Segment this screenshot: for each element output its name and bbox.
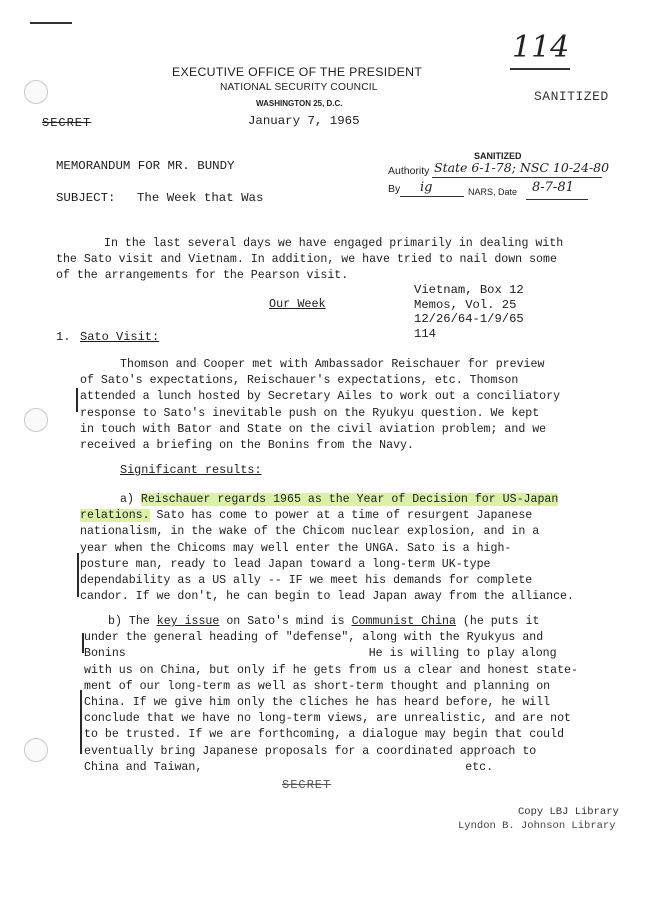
by-line <box>400 196 464 197</box>
item-a-text: Sato has come to power at a time of resurgent Japanese <box>156 509 533 523</box>
letterhead-city: WASHINGTON 25, D.C. <box>256 99 343 108</box>
classification-top: SECRET <box>42 116 92 130</box>
item-b-line: conclude that we have no long-term views, are unrealistic, and are not <box>84 712 572 726</box>
intro-line: In the last several days we have engaged primarily in dealing with <box>104 237 564 250</box>
auth-stamp-title: SANITIZED <box>474 151 522 161</box>
item-b-line: to be trusted. If we are forthcoming, a dialogue may begin that could <box>84 728 565 742</box>
item-b-label: b) <box>108 615 122 628</box>
source-line: 114 <box>414 326 436 341</box>
item-b-text: Bonins <box>84 647 126 661</box>
punch-hole-middle <box>24 408 48 432</box>
item-a-line: posture man, ready to lead Japan toward a long-term UK-type <box>80 557 491 571</box>
item-b-text: (he puts it <box>462 615 540 628</box>
item-b-line: China. If we give him only the cliches he has heard before, he will <box>84 696 551 710</box>
item-b-text: He is willing to play along <box>368 647 557 661</box>
page-number: 114 <box>512 30 570 65</box>
sanitized-stamp: SANITIZED <box>534 89 609 104</box>
sato-line: in touch with Bator and State on the civil aviation problem; and we <box>80 422 547 436</box>
item-b-text: on Sato's mind is <box>226 615 345 628</box>
our-week-heading: Our Week <box>269 297 326 311</box>
significant-results-heading: Significant results: <box>120 463 262 477</box>
intro-paragraph <box>56 236 563 285</box>
punch-hole-bottom <box>24 738 48 762</box>
item-a-line: year when the Chicoms may well enter the UNGA. Sato is a high- <box>80 541 512 555</box>
nars-date-label: NARS, Date <box>468 187 518 197</box>
top-dash-mark <box>30 22 72 24</box>
highlighted-text: Reischauer regards 1965 as the Year of Decision for US-Japan <box>140 493 559 506</box>
subject-label: SUBJECT: <box>56 191 116 205</box>
item-b-paragraph <box>84 614 578 776</box>
item-a-line: candor. If we don't, he can begin to lead Japan away from the alliance. <box>80 590 574 604</box>
item-b-text: etc. <box>465 760 494 774</box>
item-b-line <box>84 614 578 630</box>
margin-bar <box>80 690 82 754</box>
item-a-line <box>80 508 574 524</box>
item-a-label: a) <box>120 493 134 506</box>
item-b-line: under the general heading of "defense", along with the Ryukyus and <box>84 631 544 645</box>
sato-paragraph <box>80 357 560 454</box>
punch-hole-top <box>24 80 48 104</box>
margin-bar <box>76 388 78 412</box>
source-line: 12/26/64-1/9/65 <box>414 312 524 326</box>
item-b-line: ment of our long-term as well as short-term thought and planning on <box>84 679 551 693</box>
nars-date-line <box>526 199 588 200</box>
sato-line: Thomson and Cooper met with Ambassador Reischauer for preview <box>120 358 545 371</box>
intro-line: of the arrangements for the Pearson visit. <box>56 269 349 283</box>
nars-date-value: 8-7-81 <box>532 180 574 195</box>
sato-line: attended a lunch hosted by Secretary Ailes to work out a conciliatory <box>80 390 561 404</box>
letterhead-office: EXECUTIVE OFFICE OF THE PRESIDENT <box>172 65 423 79</box>
authority-line <box>432 177 602 178</box>
memo-date: January 7, 1965 <box>248 114 360 128</box>
item-a-line: nationalism, in the wake of the Chicom nuclear explosion, and in a <box>80 525 540 539</box>
communist-china: Communist China <box>351 615 456 628</box>
authority-value: State 6-1-78; NSC 10-24-80 <box>434 160 610 175</box>
item-b-text: China and Taiwan, <box>84 760 203 774</box>
sato-line: response to Sato's inevitable push on the Ryukyu question. We kept <box>80 406 540 420</box>
source-stamp <box>414 283 524 341</box>
source-line: Vietnam, Box 12 <box>414 283 524 297</box>
footer-copy: Copy LBJ Library <box>518 806 619 818</box>
item-b-line: eventually bring Japanese proposals for a coordinated approach to <box>84 744 537 758</box>
sato-line: of Sato's expectations, Reischauer's expectations, etc. Thomson <box>80 374 519 388</box>
item-a-paragraph <box>80 492 574 605</box>
section-title: Sato Visit: <box>80 330 160 344</box>
item-b-text: The <box>128 615 150 628</box>
footer-library: Lyndon B. Johnson Library <box>458 820 616 832</box>
item-b-line <box>84 646 578 662</box>
source-line: Memos, Vol. 25 <box>414 297 517 312</box>
page-number-underline <box>510 68 570 70</box>
item-a-line <box>80 492 574 508</box>
item-b-line <box>84 760 578 776</box>
by-value: ig <box>420 180 433 195</box>
intro-line: the Sato visit and Vietnam. In addition, we have tried to nail down some <box>56 253 557 267</box>
memo-for: MEMORANDUM FOR MR. BUNDY <box>56 159 235 173</box>
highlighted-text: relations. <box>80 509 150 523</box>
margin-bar <box>77 553 79 597</box>
sato-line: received a briefing on the Bonins from the Navy. <box>80 439 414 453</box>
classification-bottom: SECRET <box>282 778 332 792</box>
letterhead-council: NATIONAL SECURITY COUNCIL <box>220 82 378 93</box>
section-number: 1. <box>56 330 71 344</box>
item-b-line: with us on China, but only if he gets from us a clear and honest state- <box>84 663 578 677</box>
authority-label: Authority <box>388 165 430 177</box>
by-label: By <box>388 183 401 195</box>
key-issue: key issue <box>156 615 220 628</box>
item-a-line: dependability as a US ally -- IF we meet his demands for complete <box>80 574 533 588</box>
subject-value: The Week that Was <box>137 191 264 205</box>
